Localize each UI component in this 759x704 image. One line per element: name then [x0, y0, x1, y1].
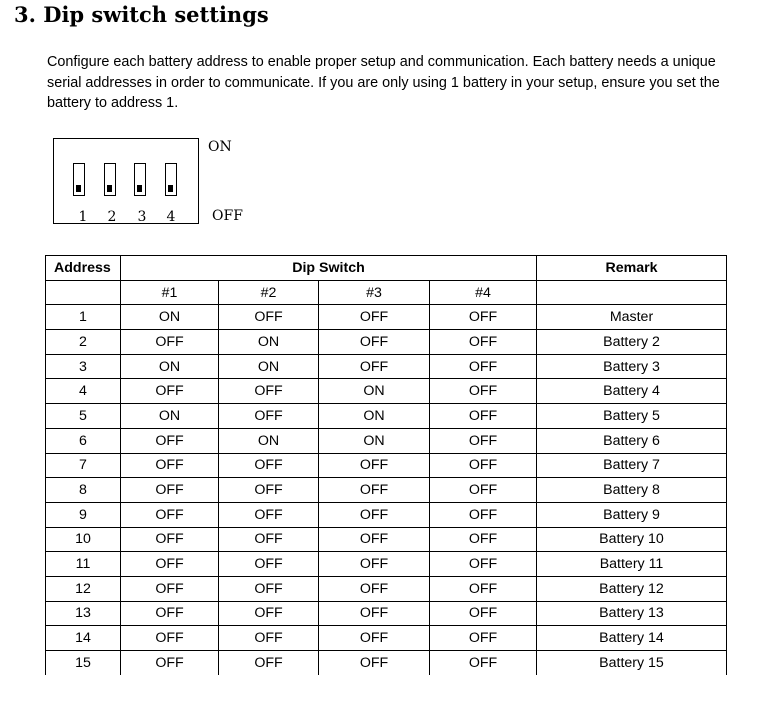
remark-cell: Battery 8 — [537, 478, 727, 503]
switch-4-cell: OFF — [430, 527, 537, 552]
switch-1-cell: OFF — [121, 428, 219, 453]
switch-2-cell: OFF — [219, 552, 319, 577]
switch-4-cell: OFF — [430, 478, 537, 503]
switch-3-cell: ON — [319, 428, 430, 453]
table-row — [46, 305, 727, 330]
table-row — [46, 601, 727, 626]
remark-cell: Battery 5 — [537, 404, 727, 429]
table-row — [46, 626, 727, 651]
remark-cell: Battery 6 — [537, 428, 727, 453]
switch-knob — [137, 185, 142, 192]
switch-2-cell: ON — [219, 428, 319, 453]
address-cell: 4 — [46, 379, 121, 404]
switch-2-cell: OFF — [219, 404, 319, 429]
switch-1-cell: ON — [121, 305, 219, 330]
switch-3-cell: OFF — [319, 626, 430, 651]
address-cell: 11 — [46, 552, 121, 577]
empty-cell — [46, 280, 121, 305]
address-cell: 14 — [46, 626, 121, 651]
off-label: OFF — [212, 208, 243, 224]
remark-cell: Battery 15 — [537, 651, 727, 675]
switch-knob — [168, 185, 173, 192]
dip-switch-4 — [165, 163, 177, 196]
table-row — [46, 576, 727, 601]
switch-3-cell: OFF — [319, 527, 430, 552]
switch-4-cell: OFF — [430, 305, 537, 330]
remark-cell: Battery 12 — [537, 576, 727, 601]
switch-3-cell: ON — [319, 404, 430, 429]
switch-4-cell: OFF — [430, 576, 537, 601]
switch-1-cell: OFF — [121, 453, 219, 478]
switch-4-header: #4 — [430, 280, 537, 305]
switch-3-header: #3 — [319, 280, 430, 305]
switch-4-cell: OFF — [430, 404, 537, 429]
remark-cell: Battery 13 — [537, 601, 727, 626]
remark-header: Remark — [537, 256, 727, 281]
switch-2-cell: OFF — [219, 305, 319, 330]
switch-1-cell: OFF — [121, 502, 219, 527]
switch-3-cell: OFF — [319, 354, 430, 379]
table-row — [46, 453, 727, 478]
remark-cell: Battery 2 — [537, 330, 727, 355]
switch-4-cell: OFF — [430, 428, 537, 453]
switch-4-cell: OFF — [430, 379, 537, 404]
switch-2-cell: OFF — [219, 576, 319, 601]
switch-1-cell: OFF — [121, 379, 219, 404]
switch-4-cell: OFF — [430, 330, 537, 355]
switch-1-cell: ON — [121, 354, 219, 379]
intro-paragraph: Configure each battery address to enable proper setup and communication. Each battery needs a unique serial addresses in order to communicate. If you are only using 1 battery in your setup, ensure you set the battery to address 1. — [47, 54, 720, 111]
table-row — [46, 354, 727, 379]
switch-3-cell: OFF — [319, 478, 430, 503]
switch-knob — [107, 185, 112, 192]
switch-3-cell: OFF — [319, 601, 430, 626]
remark-cell: Battery 9 — [537, 502, 727, 527]
switch-number: 2 — [107, 209, 117, 225]
address-cell: 7 — [46, 453, 121, 478]
switch-4-cell: OFF — [430, 651, 537, 675]
remark-cell: Battery 11 — [537, 552, 727, 577]
switch-1-cell: OFF — [121, 330, 219, 355]
switch-4-cell: OFF — [430, 626, 537, 651]
switch-2-cell: OFF — [219, 601, 319, 626]
table-row — [46, 478, 727, 503]
address-cell: 6 — [46, 428, 121, 453]
address-header: Address — [46, 256, 121, 281]
dip-switch-3 — [134, 163, 146, 196]
address-cell: 1 — [46, 305, 121, 330]
remark-cell: Master — [537, 305, 727, 330]
dip-switch-2 — [104, 163, 116, 196]
remark-cell: Battery 7 — [537, 453, 727, 478]
switch-2-cell: ON — [219, 330, 319, 355]
table-row — [46, 651, 727, 675]
switch-2-cell: OFF — [219, 626, 319, 651]
table-row — [46, 428, 727, 453]
switch-4-cell: OFF — [430, 354, 537, 379]
remark-cell: Battery 4 — [537, 379, 727, 404]
switch-3-cell: OFF — [319, 502, 430, 527]
on-label: ON — [208, 139, 232, 155]
switch-2-cell: OFF — [219, 478, 319, 503]
remark-cell: Battery 14 — [537, 626, 727, 651]
address-cell: 12 — [46, 576, 121, 601]
switch-2-cell: ON — [219, 354, 319, 379]
switch-knob — [76, 185, 81, 192]
switch-1-cell: ON — [121, 404, 219, 429]
switch-3-cell: OFF — [319, 651, 430, 675]
switch-2-cell: OFF — [219, 527, 319, 552]
switch-4-cell: OFF — [430, 502, 537, 527]
switch-number: 3 — [137, 209, 147, 225]
table-row — [46, 330, 727, 355]
dip-switch-1 — [73, 163, 85, 196]
address-cell: 3 — [46, 354, 121, 379]
switch-4-cell: OFF — [430, 453, 537, 478]
switch-3-cell: OFF — [319, 552, 430, 577]
table-row — [46, 379, 727, 404]
switch-number: 1 — [78, 209, 88, 225]
switch-4-cell: OFF — [430, 552, 537, 577]
switch-1-cell: OFF — [121, 601, 219, 626]
switch-2-cell: OFF — [219, 453, 319, 478]
switch-number: 4 — [166, 209, 176, 225]
address-cell: 5 — [46, 404, 121, 429]
dip-switch-table — [45, 255, 727, 675]
remark-cell: Battery 10 — [537, 527, 727, 552]
table-header-row — [46, 256, 727, 281]
address-cell: 8 — [46, 478, 121, 503]
switch-3-cell: OFF — [319, 305, 430, 330]
switch-2-cell: OFF — [219, 379, 319, 404]
switch-1-cell: OFF — [121, 478, 219, 503]
address-cell: 10 — [46, 527, 121, 552]
switch-3-cell: OFF — [319, 453, 430, 478]
dip-switch-diagram — [53, 136, 303, 226]
switch-1-cell: OFF — [121, 552, 219, 577]
switch-3-cell: ON — [319, 379, 430, 404]
table-subheader-row — [46, 280, 727, 305]
address-cell: 2 — [46, 330, 121, 355]
switch-1-cell: OFF — [121, 651, 219, 675]
empty-cell — [537, 280, 727, 305]
switch-2-cell: OFF — [219, 651, 319, 675]
switch-4-cell: OFF — [430, 601, 537, 626]
switch-1-cell: OFF — [121, 576, 219, 601]
address-cell: 15 — [46, 651, 121, 675]
section-heading: 3. Dip switch settings — [14, 2, 269, 27]
table-row — [46, 404, 727, 429]
switch-3-cell: OFF — [319, 330, 430, 355]
address-cell: 9 — [46, 502, 121, 527]
switch-2-cell: OFF — [219, 502, 319, 527]
switch-2-header: #2 — [219, 280, 319, 305]
dip-switch-header: Dip Switch — [121, 256, 537, 281]
table-row — [46, 552, 727, 577]
switch-1-cell: OFF — [121, 626, 219, 651]
switch-1-header: #1 — [121, 280, 219, 305]
table-row — [46, 502, 727, 527]
table-row — [46, 527, 727, 552]
address-cell: 13 — [46, 601, 121, 626]
switch-3-cell: OFF — [319, 576, 430, 601]
switch-1-cell: OFF — [121, 527, 219, 552]
dip-switch-housing — [53, 138, 199, 224]
remark-cell: Battery 3 — [537, 354, 727, 379]
